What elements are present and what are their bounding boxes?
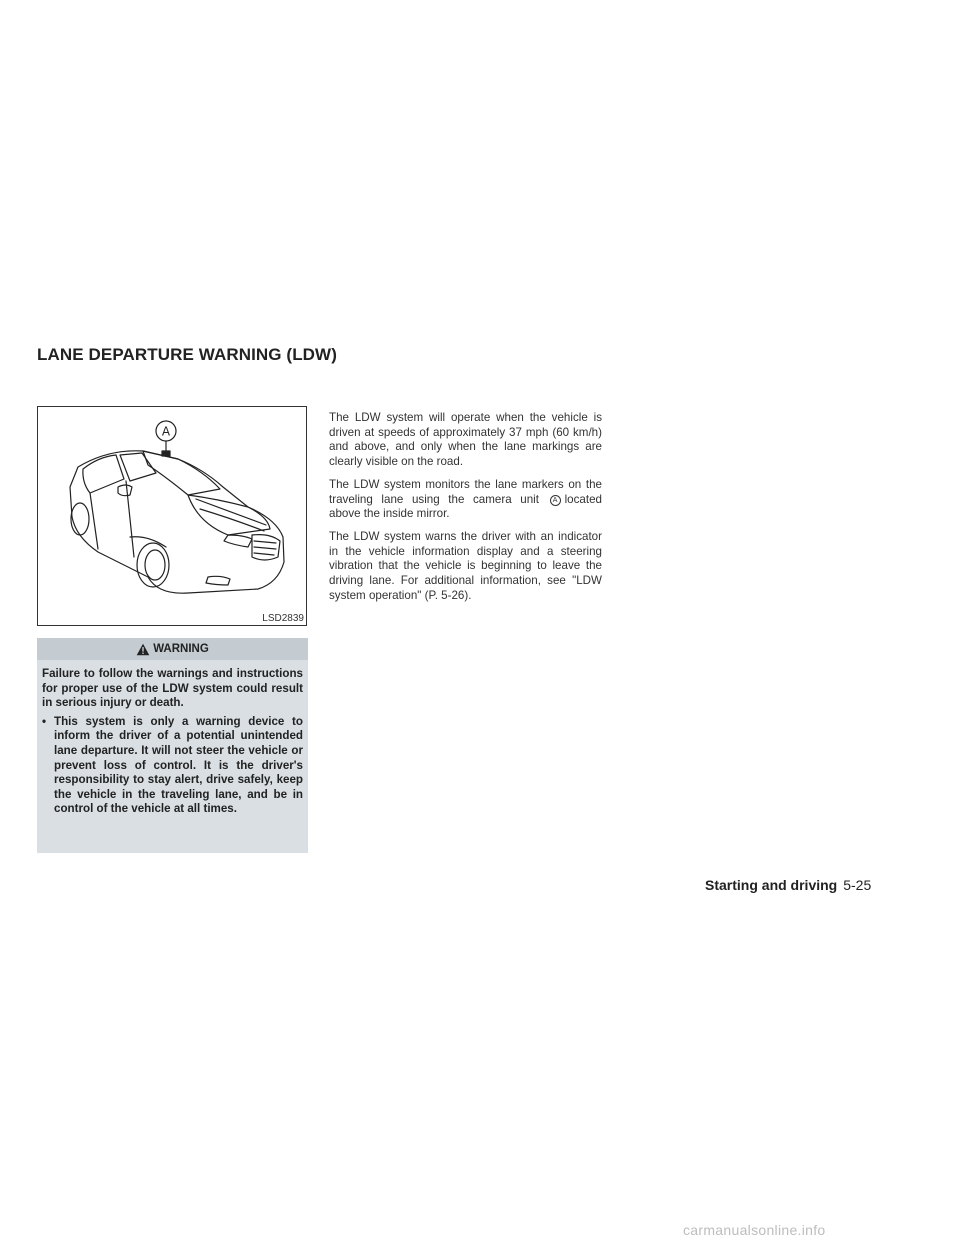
warning-box	[37, 638, 308, 853]
warning-header	[37, 638, 308, 660]
warning-bullet	[42, 715, 303, 817]
car-illustration	[38, 407, 307, 626]
callout-a-icon: A	[550, 495, 561, 506]
warning-bullet-text: This system is only a warning device to inform the driver of a potential unintended lane departure. It will not steer the vehicle or prevent loss of control. It is the driver's responsibility to stay alert, drive safely, keep the vehicle in the traveling lane, and be in control of the vehicle at all times.	[54, 714, 303, 816]
figure-code: LSD2839	[262, 613, 304, 624]
paragraph-warning: The LDW system warns the driver with an indicator in the vehicle information display and a steering vibration that the vehicle is beginning to leave the driving lane. For additional information, see "LDW system operation" (P. 5-26).	[329, 529, 602, 602]
paragraph-monitoring-start: The LDW system monitors the lane markers on the traveling lane using the camera unit	[329, 477, 602, 506]
paragraph-monitoring	[329, 478, 602, 522]
paragraph-operation: The LDW system will operate when the vehicle is driven at speeds of approximately 37 mph (60 km/h) and above, and only when the lane markings are clearly visible on the road.	[329, 411, 602, 469]
footer-section-title: Starting and driving	[705, 877, 838, 893]
page-number: 5-25	[843, 877, 872, 893]
warning-title: WARNING	[153, 643, 209, 655]
body-text	[329, 411, 602, 611]
page-footer	[705, 877, 871, 893]
watermark: carmanualsonline.info	[683, 1222, 826, 1238]
bullet-icon: •	[42, 714, 47, 728]
warning-intro: Failure to follow the warnings and instructions for proper use of the LDW system could result in serious injury or death.	[42, 667, 303, 710]
paragraph-monitoring-end: located above the inside mirror.	[329, 492, 602, 521]
callout-a-label: A	[161, 424, 171, 439]
car-illustration-figure	[37, 406, 307, 626]
warning-triangle-icon	[136, 643, 150, 656]
section-heading: LANE DEPARTURE WARNING (LDW)	[37, 345, 337, 364]
